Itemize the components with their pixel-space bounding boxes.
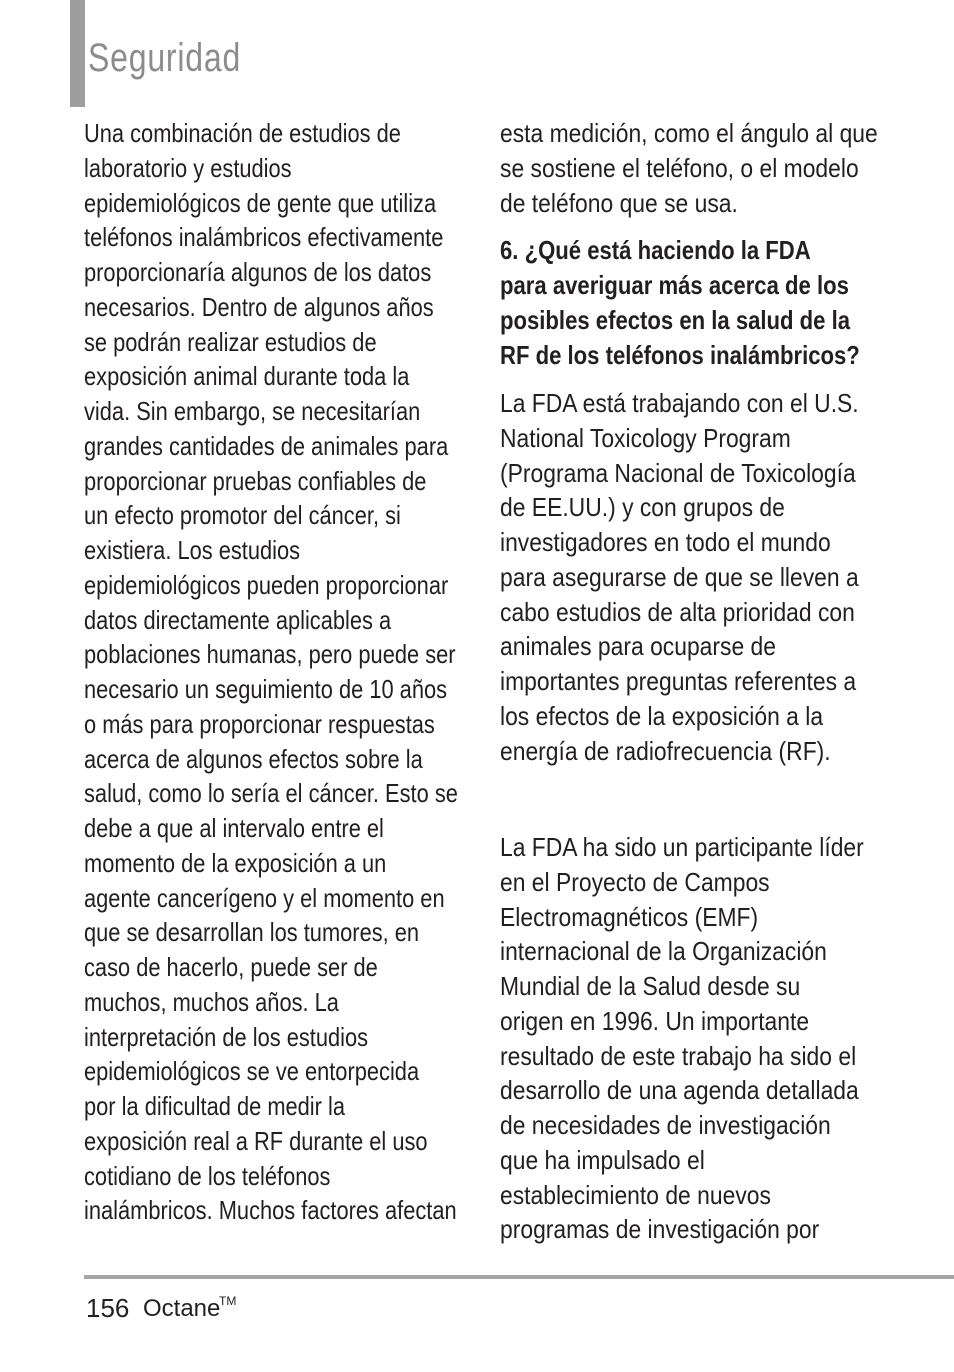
text-line: investigadores en todo el mundo (500, 527, 831, 557)
text-line: Electromagnéticos (EMF) (500, 901, 759, 932)
text-line: agente cancerígeno y el momento en (84, 882, 445, 913)
page-number: 156 (86, 1293, 130, 1323)
text-line: desarrollo de una agenda detallada (500, 1075, 859, 1106)
section-accent-bar (70, 0, 85, 107)
text-line: vida. Sin embargo, se necesitarían (84, 396, 421, 426)
text-line: de EE.UU.) y con grupos de (500, 492, 785, 523)
text-line: epidemiológicos de gente que utiliza (84, 187, 437, 218)
text-line: de necesidades de investigación (500, 1110, 831, 1140)
footer-rule (84, 1275, 954, 1279)
text-line: 6. ¿Qué está haciendo la FDA (500, 235, 811, 265)
right-column-continuation-text (500, 116, 878, 220)
text-line: debe a que al intervalo entre el (84, 813, 384, 843)
text-line: de teléfono que se usa. (500, 187, 738, 218)
text-line: origen en 1996. Un importante (500, 1005, 810, 1036)
text-line: necesario un seguimiento de 10 años (84, 674, 448, 704)
text-line: que se desarrollan los tumores, en (84, 917, 420, 948)
text-line: programas de investigación por (500, 1214, 820, 1245)
text-line: proporcionar pruebas confiables de (84, 465, 427, 496)
text-line: un efecto promotor del cáncer, si (84, 500, 401, 531)
text-line: Una combinación de estudios de (84, 118, 401, 148)
text-line: establecimiento de nuevos (500, 1179, 771, 1210)
text-line: para asegurarse de que se lleven a (500, 561, 859, 592)
text-line: energía de radiofrecuencia (RF). (500, 735, 831, 766)
text-line: momento de la exposición a un (84, 847, 387, 878)
text-line: exposición real a RF durante el uso (84, 1125, 428, 1156)
text-line: acerca de algunos efectos sobre la (84, 743, 423, 774)
text-line: se podrán realizar estudios de (84, 326, 377, 357)
text-line: animales para ocuparse de (500, 631, 777, 662)
text-line: La FDA ha sido un participante líder (500, 832, 864, 862)
text-line: epidemiológicos pueden proporcionar (84, 569, 449, 600)
text-line: o más para proporcionar respuestas (84, 708, 435, 739)
text-line: que ha impulsado el (500, 1144, 705, 1175)
text-line: cotidiano de los teléfonos (84, 1160, 331, 1191)
question-heading (500, 233, 866, 373)
text-line: La FDA está trabajando con el U.S. (500, 388, 859, 418)
text-line: por la dificultad de medir la (84, 1091, 346, 1121)
text-line: salud, como lo sería el cáncer. Esto se (84, 778, 458, 809)
left-column-text (84, 116, 458, 1228)
text-line: grandes cantidades de animales para (84, 430, 449, 461)
product-name: Octane (143, 1295, 221, 1322)
text-line: necesarios. Dentro de algunos años (84, 291, 434, 322)
answer-paragraph-2 (500, 830, 878, 1247)
text-line: inalámbricos. Muchos factores afectan (84, 1195, 457, 1226)
text-line: epidemiológicos se ve entorpecida (84, 1056, 420, 1087)
text-line: resultado de este trabajo ha sido el (500, 1040, 857, 1071)
text-line: en el Proyecto de Campos (500, 866, 770, 897)
text-line: se sostiene el teléfono, o el modelo (500, 152, 859, 183)
text-line: datos directamente aplicables a (84, 604, 392, 635)
text-line: RF de los teléfonos inalámbricos? (500, 340, 860, 370)
text-line: proporcionaría algunos de los datos (84, 257, 432, 287)
answer-paragraph-1 (500, 386, 878, 768)
text-line: laboratorio y estudios (84, 152, 292, 183)
text-line: poblaciones humanas, pero puede ser (84, 639, 456, 670)
text-line: esta medición, como el ángulo al que (500, 118, 878, 148)
text-line: National Toxicology Program (500, 422, 791, 453)
text-line: para averiguar más acerca de los (500, 270, 849, 300)
text-line: importantes preguntas referentes a (500, 666, 857, 696)
text-line: los efectos de la exposición a la (500, 700, 824, 731)
text-line: posibles efectos en la salud de la (500, 305, 851, 335)
text-line: caso de hacerlo, puede ser de (84, 952, 378, 982)
trademark-symbol: TM (219, 1294, 237, 1308)
text-line: (Programa Nacional de Toxicología (500, 457, 856, 488)
text-line: Mundial de la Salud desde su (500, 971, 801, 1001)
text-line: cabo estudios de alta prioridad con (500, 596, 855, 627)
text-line: interpretación de los estudios (84, 1021, 369, 1052)
text-line: existiera. Los estudios (84, 535, 301, 565)
text-line: internacional de la Organización (500, 936, 827, 967)
text-line: muchos, muchos años. La (84, 986, 339, 1017)
text-line: exposición animal durante toda la (84, 361, 410, 392)
section-title: Seguridad (88, 36, 242, 80)
text-line: teléfonos inalámbricos efectivamente (84, 222, 444, 253)
